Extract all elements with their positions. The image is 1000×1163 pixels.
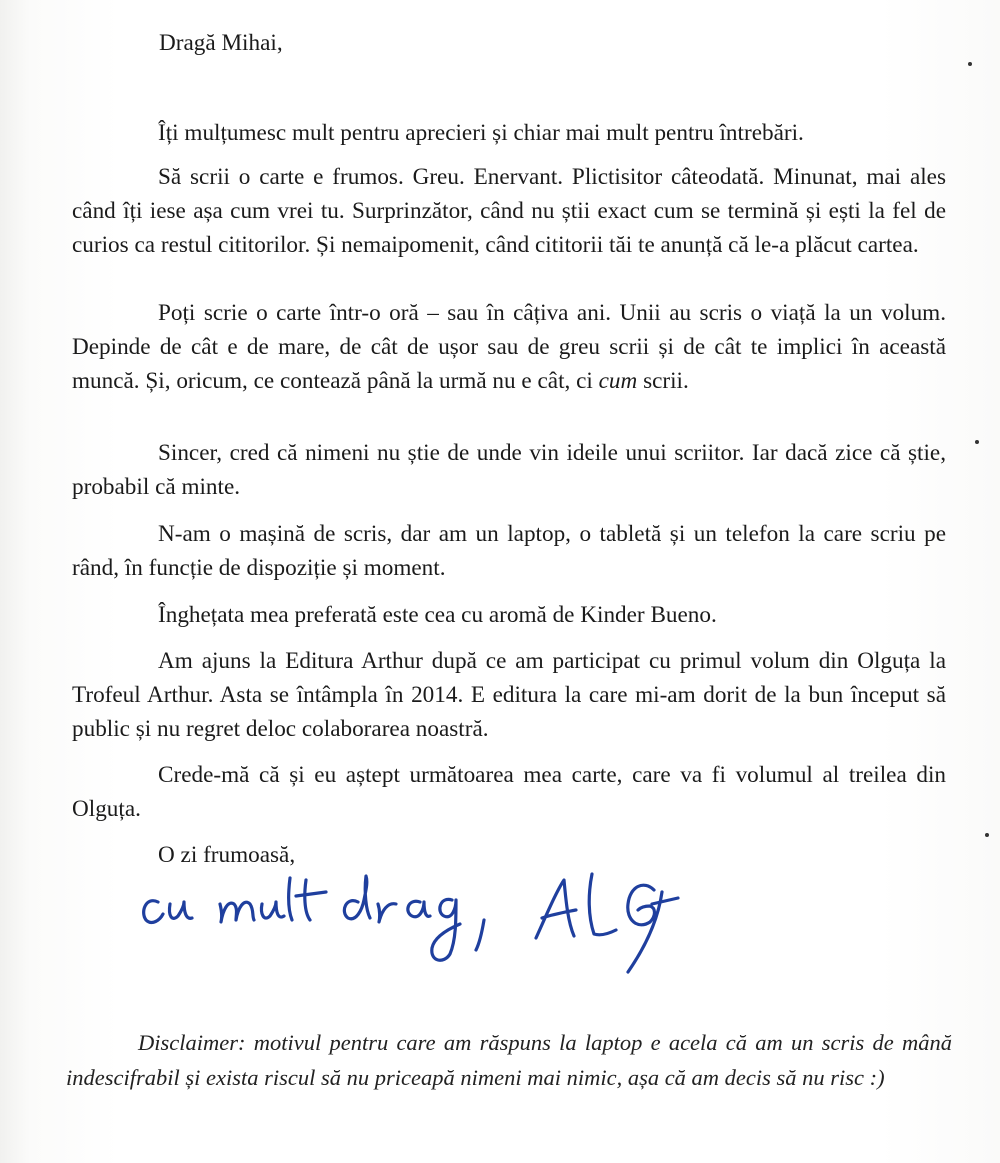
letter-salutation: Dragă Mihai, xyxy=(159,30,283,56)
paragraph-devices: N-am o mașină de scris, dar am un laptop, o tabletă și un telefon la care scriu pe rând, în funcție de dispoziție și moment. xyxy=(72,521,946,581)
paragraph-publisher: Am ajuns la Editura Arthur după ce am participat cu primul volum din Olguța la Trofeul Arthur. Asta se întâmpla în 2014. E editura la care mi-am dorit de la bun început să public și nu regret deloc colaborarea noastră. xyxy=(72,648,946,742)
disclaimer-note: Disclaimer: motivul pentru care am răspuns la laptop e acela că am un scris de mână indescifrabil și exista riscul să nu priceapă nimeni mai nimic, așa că am decis să nu risc :) xyxy=(66,1030,952,1090)
paragraph-how-long-text: Poți scrie o carte într-o oră – sau în câțiva ani. Unii au scris o viață la un volum. Depinde de cât e de mare, de cât de ușor sau de greu scrii și de cât te implici în această muncă. Și, oricum, ce contează până la urmă nu e cât, ci xyxy=(72,300,946,394)
paragraph-next-book: Crede-mă că și eu aștept următoarea mea carte, care va fi volumul al treilea din Olguța. xyxy=(72,762,946,822)
paragraph-ideas: Sincer, cred că nimeni nu știe de unde vin ideile unui scriitor. Iar dacă zice că știe, probabil că minte. xyxy=(72,440,946,500)
paragraph-thanks: Îți mulțumesc mult pentru aprecieri și chiar mai mult pentru întrebări. xyxy=(158,120,804,146)
paragraph-how-long-end: scrii. xyxy=(637,368,689,394)
paragraph-how-long xyxy=(72,296,946,398)
paragraph-ice-cream: Înghețata mea preferată este cea cu aromă de Kinder Bueno. xyxy=(158,602,717,628)
letter-closing: O zi frumoasă, xyxy=(158,842,296,868)
paragraph-writing-a-book: Să scrii o carte e frumos. Greu. Enervant. Plictisitor câteodată. Minunat, mai ales când îți iese așa cum vrei tu. Surprinzător, când nu știi exact cum se termină și ești la fel de curios ca restul cititorilor. Și nemaipomenit, când cititorii tăi te anunță că le-a plăcut cartea. xyxy=(72,164,946,258)
scan-speck xyxy=(985,833,989,837)
emphasis-cum: cum xyxy=(598,368,638,394)
scan-speck xyxy=(968,62,972,66)
handwritten-signature xyxy=(130,850,690,980)
scan-speck xyxy=(975,440,979,444)
